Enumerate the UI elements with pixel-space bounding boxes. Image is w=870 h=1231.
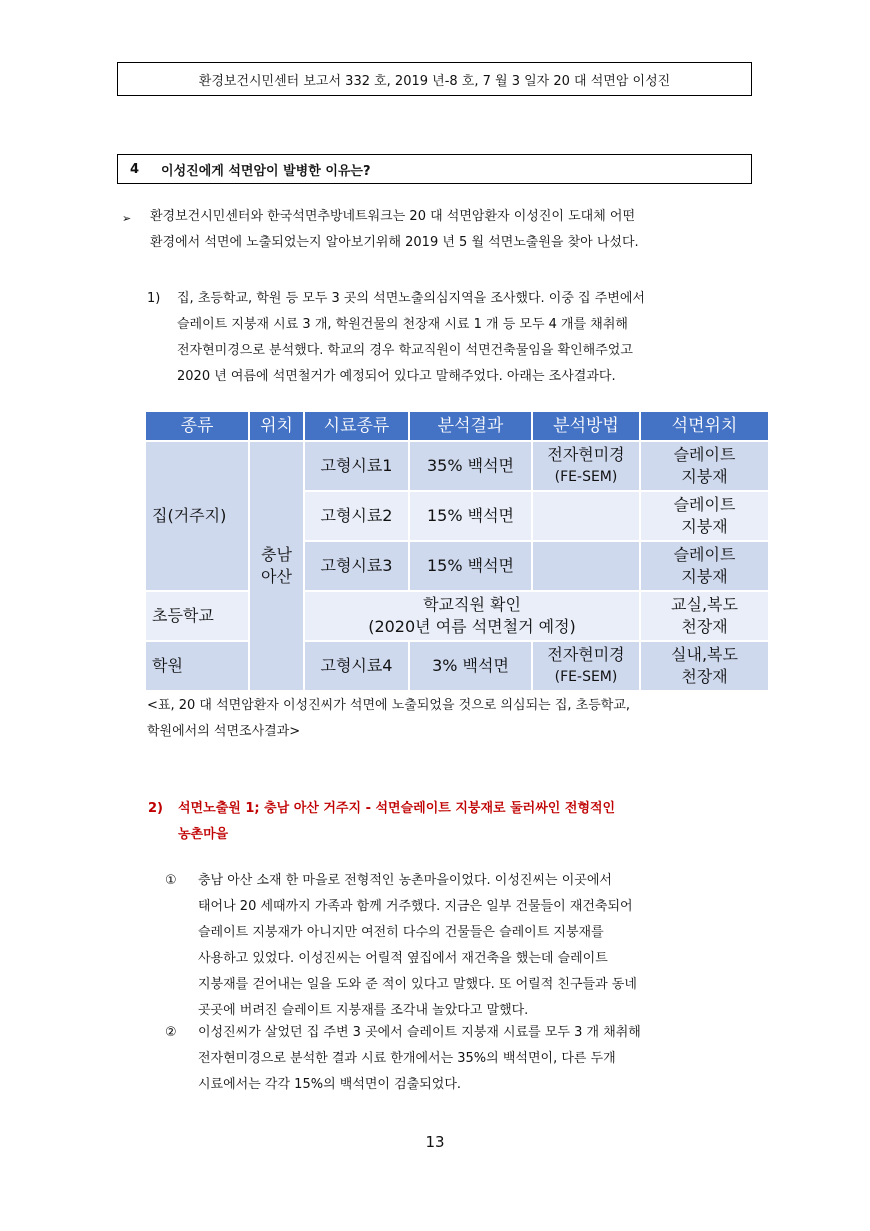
header-position: 석면위치	[640, 411, 769, 441]
section-title: 이성진에게 석면암이 발병한 이유는?	[161, 163, 371, 179]
table-row	[145, 591, 769, 641]
position-line: 지붕재	[681, 567, 728, 586]
item2-title-line: 석면노출원 1; 충남 아산 거주지 - 석면슬레이트 지붕재로 둘러싸인 전형적인	[178, 801, 616, 816]
item1-line: 집, 초등학교, 학원 등 모두 3 곳의 석면노출의심지역을 조사했다. 이중 집 주변에서	[177, 291, 645, 306]
circle1-paragraph	[198, 868, 637, 1024]
asbestos-survey-table	[144, 410, 770, 692]
circle1-line: 지붕재를 걷어내는 일을 도와 준 적이 있다고 말했다. 또 어릴적 친구들과 동네	[198, 977, 637, 992]
school-note-line: 학교직원 확인	[423, 595, 521, 614]
table-row	[145, 441, 769, 491]
section-number: 4	[130, 161, 140, 177]
circle2-line: 시료에서는 각각 15%의 백석면이 검출되었다.	[198, 1077, 462, 1092]
page-number: 13	[425, 1133, 445, 1151]
position-line: 슬레이트	[673, 495, 736, 514]
intro-line: 환경보건시민센터와 한국석면추방네트워크는 20 대 석면암환자 이성진이 도대체 어떤	[150, 209, 635, 224]
header-method: 분석방법	[532, 411, 640, 441]
method-line: 전자현미경	[547, 445, 625, 464]
circle1-line: 충남 아산 소재 한 마을로 전형적인 농촌마을이었다. 이성진씨는 이곳에서	[198, 873, 612, 888]
circle2-line: 이성진씨가 살었던 집 주변 3 곳에서 슬레이트 지붕재 시료를 모두 3 개 채취해	[198, 1025, 641, 1040]
header-result: 분석결과	[409, 411, 532, 441]
location-cell	[249, 441, 304, 691]
intro-paragraph	[150, 204, 639, 256]
method-cell	[532, 441, 640, 491]
method-cell	[532, 491, 640, 541]
item1-paragraph	[177, 286, 645, 390]
position-line: 슬레이트	[673, 445, 736, 464]
position-cell	[640, 541, 769, 591]
circle2-paragraph	[198, 1020, 641, 1098]
table-header-row	[145, 411, 769, 441]
sample-cell: 고형시료4	[304, 641, 409, 691]
item2-label: 2)	[148, 801, 163, 816]
position-line: 천장재	[681, 667, 728, 686]
circle1-line: 사용하고 있었다. 이성진씨는 어릴적 옆집에서 재건축을 했는데 슬레이트	[198, 951, 608, 966]
circle1-line: 태어나 20 세때까지 가족과 함께 거주했다. 지금은 일부 건물들이 재건축되어	[198, 899, 633, 914]
sample-cell: 고형시료2	[304, 491, 409, 541]
position-cell	[640, 641, 769, 691]
header-sample: 시료종류	[304, 411, 409, 441]
location-line: 아산	[261, 567, 292, 586]
method-cell	[532, 641, 640, 691]
item1-line: 슬레이트 지붕재 시료 3 개, 학원건물의 천장재 시료 1 개 등 모두 4 개를 채취해	[177, 317, 628, 332]
item1-line: 2020 년 여름에 석면철거가 예정되어 있다고 말해주었다. 아래는 조사결과다.	[177, 369, 616, 384]
position-line: 지붕재	[681, 517, 728, 536]
method-line: (FE-SEM)	[554, 669, 618, 685]
item2-heading	[148, 796, 615, 848]
method-line: 전자현미경	[547, 645, 625, 664]
sample-cell: 고형시료3	[304, 541, 409, 591]
position-cell	[640, 441, 769, 491]
intro-line: 환경에서 석면에 노출되었는지 알아보기위해 2019 년 5 월 석면노출원을 찾아 나섰다.	[150, 235, 639, 250]
circle-marker-1: ①	[165, 873, 177, 888]
type-school: 초등학교	[145, 591, 249, 641]
position-cell	[640, 591, 769, 641]
item1-line: 전자현미경으로 분석했다. 학교의 경우 학교직원이 석면건축물임을 확인해주었고	[177, 343, 633, 358]
circle2-line: 전자현미경으로 분석한 결과 시료 한개에서는 35%의 백석면이, 다른 두개	[198, 1051, 616, 1066]
caption-line: 학원에서의 석면조사결과>	[147, 724, 301, 739]
circle1-line: 슬레이트 지붕재가 아니지만 여전히 다수의 건물들은 슬레이트 지붕재를	[198, 925, 604, 940]
position-line: 천장재	[681, 617, 728, 636]
result-cell: 15% 백석면	[409, 541, 532, 591]
position-line: 지붕재	[681, 467, 728, 486]
school-note-cell	[304, 591, 640, 641]
header-type: 종류	[145, 411, 249, 441]
type-academy: 학원	[145, 641, 249, 691]
item2-title-line: 농촌마을	[178, 827, 229, 842]
sample-cell: 고형시료1	[304, 441, 409, 491]
type-house: 집(거주지)	[145, 441, 249, 591]
arrow-bullet-icon: ➢	[122, 212, 132, 225]
result-cell: 3% 백석면	[409, 641, 532, 691]
result-cell: 35% 백석면	[409, 441, 532, 491]
table-caption	[147, 693, 630, 745]
method-line: (FE-SEM)	[554, 469, 618, 485]
school-note-line: (2020년 여름 석면철거 예정)	[368, 617, 576, 636]
header-location: 위치	[249, 411, 304, 441]
report-header-text: 환경보건시민센터 보고서 332 호, 2019 년-8 호, 7 월 3 일자 20 대 석면암 이성진	[198, 73, 671, 89]
circle1-line: 곳곳에 버려진 슬레이트 지붕재를 조각내 놀았다고 말했다.	[198, 1003, 529, 1018]
position-line: 교실,복도	[671, 595, 738, 614]
method-cell	[532, 541, 640, 591]
location-line: 충남	[261, 545, 292, 564]
circle-marker-2: ②	[165, 1025, 177, 1040]
position-line: 실내,복도	[671, 645, 738, 664]
table-row	[145, 641, 769, 691]
position-cell	[640, 491, 769, 541]
section-heading	[117, 154, 752, 184]
report-header	[117, 62, 752, 96]
item1-label: 1)	[147, 291, 161, 306]
position-line: 슬레이트	[673, 545, 736, 564]
caption-line: <표, 20 대 석면암환자 이성진씨가 석면에 노출되었을 것으로 의심되는 집, 초등학교,	[147, 698, 631, 713]
result-cell: 15% 백석면	[409, 491, 532, 541]
